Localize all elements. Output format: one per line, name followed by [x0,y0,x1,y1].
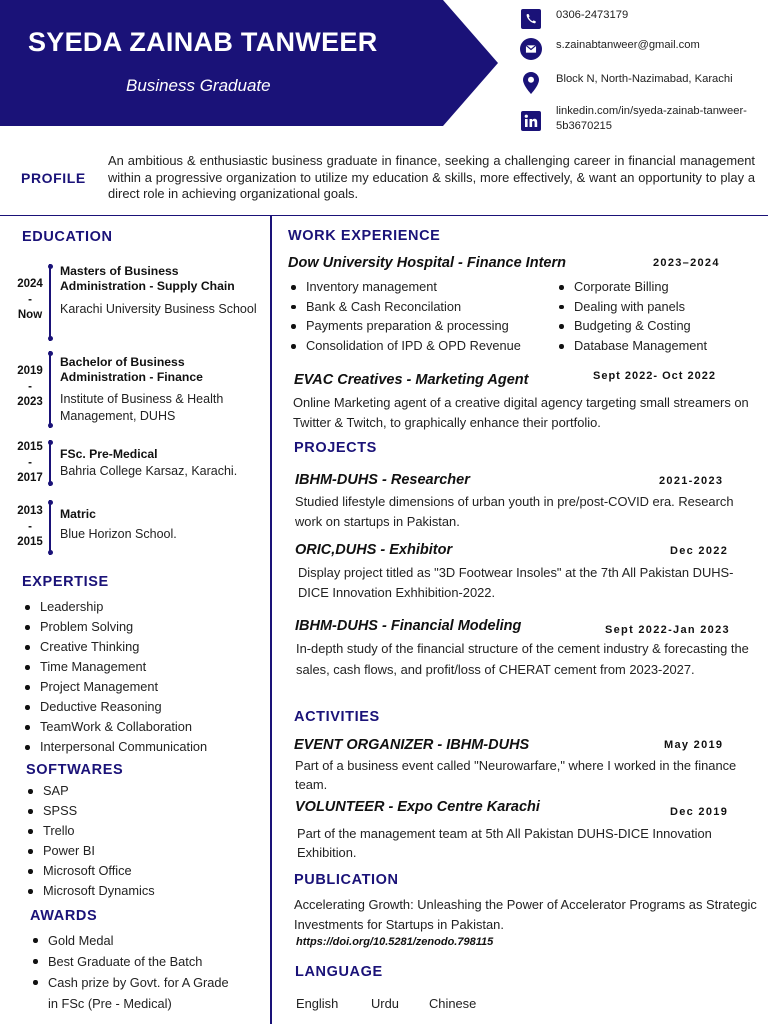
education-year-start: 2019 [17,365,43,377]
project-title: ORIC,DUHS - Exhibitor [295,542,453,558]
project-title: IBHM-DUHS - Financial Modeling [295,618,522,634]
education-degree: Bachelor of Business Administration - Finance [60,355,203,384]
activity-description: Part of the management team at 5th All Pakistan DUHS-DICE Innovation Exhibition. [297,826,712,860]
education-years [13,504,47,551]
education-year-end: 2017 [17,472,43,484]
education-degree: Masters of Business Administration - Supply Chain [60,264,235,293]
education-year-start: 2013 [17,505,43,517]
header-banner [0,0,498,126]
job-duty-item: Bank & Cash Reconcilation [289,297,521,317]
activity-title: EVENT ORGANIZER - IBHM-DUHS [294,737,530,753]
education-years [13,440,47,487]
education-years [13,277,47,324]
activity-date: Dec 2019 [670,806,729,818]
contact-email [520,38,700,60]
education-year-dash: - [28,293,32,306]
education-year-start: 2024 [17,278,43,290]
job-date: Sept 2022- Oct 2022 [593,370,716,382]
education-year-end: Now [17,309,43,321]
project-date: Sept 2022-Jan 2023 [605,624,730,636]
job-duty-item: Dealing with panels [557,297,707,317]
softwares-heading: SOFTWARES [26,762,124,778]
phone-icon [520,8,542,30]
contact-phone [520,8,628,30]
job-duties-left [289,277,521,356]
email-address[interactable]: s.zainabtanweer@gmail.com [556,39,700,51]
project-description: Display project titled as "3D Footwear Insoles" at the 7th All Pakistan DUHS-DICE Innovation Exhhibition-2022. [298,565,734,600]
education-degree: FSc. Pre-Medical [60,447,158,461]
projects-heading: PROJECTS [294,440,377,456]
expertise-item: Time Management [23,657,207,677]
language-heading: LANGUAGE [295,964,383,980]
linkedin-url[interactable]: linkedin.com/in/syeda-zainab-tanweer-5b3670215 [556,105,747,132]
software-item: SAP [26,781,155,801]
expertise-item: TeamWork & Collaboration [23,717,207,737]
work-experience-heading: WORK EXPERIENCE [288,228,441,244]
education-year-dash: - [28,456,32,469]
software-item: SPSS [26,801,155,821]
phone-number: 0306-2473179 [556,9,629,21]
job-date: 2023–2024 [653,257,720,269]
education-institution: Blue Horizon School. [60,527,177,541]
candidate-name: SYEDA ZAINAB TANWEER [28,27,378,57]
contact-address [520,72,733,94]
job-description: Online Marketing agent of a creative digital agency targeting small streamers on Twitter & Twitch, to graphically enhance their portfolio. [293,395,749,430]
education-year-end: 2015 [17,536,43,548]
award-item: Cash prize by Govt. for A Grade [31,972,229,993]
education-institution: Karachi University Business School [60,302,257,316]
project-description: Studied lifestyle dimensions of urban youth in pre/post-COVID era. Research work on startups in Pakistan. [295,494,734,529]
language-item: Urdu [371,996,399,1011]
address-text: Block N, North-Nazimabad, Karachi [556,73,733,85]
software-item: Microsoft Dynamics [26,881,155,901]
expertise-heading: EXPERTISE [22,574,109,590]
job-duties-right [557,277,707,356]
publication-heading: PUBLICATION [294,872,399,888]
publication-title: Accelerating Growth: Unleashing the Power of Accelerator Programs as Strategic Investments for Startups in Pakistan. [294,897,757,932]
education-degree: Matric [60,507,96,521]
location-pin-icon [520,72,542,94]
timeline-line [49,351,51,428]
expertise-list [23,597,207,757]
software-item: Trello [26,821,155,841]
job-duty-item: Payments preparation & processing [289,316,521,336]
profile-heading: PROFILE [21,170,86,186]
expertise-item: Deductive Reasoning [23,697,207,717]
timeline-line [49,500,51,555]
language-item: English [296,996,339,1011]
education-year-dash: - [28,520,32,533]
education-year-dash: - [28,380,32,393]
expertise-item: Problem Solving [23,617,207,637]
job-duty-item: Consolidation of IPD & OPD Revenue [289,336,521,356]
activity-date: May 2019 [664,739,724,751]
education-year-end: 2023 [17,396,43,408]
job-title: Dow University Hospital - Finance Intern [288,255,566,271]
education-institution: Bahria College Karsaz, Karachi. [60,464,238,478]
award-item-continued: in FSc (Pre - Medical) [48,996,172,1011]
job-duty-item: Database Management [557,336,707,356]
publication-doi-link[interactable]: https://doi.org/10.5281/zenodo.798115 [296,936,494,948]
language-item: Chinese [429,996,477,1011]
project-date: Dec 2022 [670,545,729,557]
linkedin-icon[interactable] [520,110,542,132]
software-item: Microsoft Office [26,861,155,881]
project-title: IBHM-DUHS - Researcher [295,472,470,488]
expertise-item: Interpersonal Communication [23,737,207,757]
award-item: Gold Medal [31,930,229,951]
activities-heading: ACTIVITIES [294,709,380,725]
job-duty-item: Corporate Billing [557,277,707,297]
awards-list [31,930,229,1014]
candidate-role: Business Graduate [126,76,271,95]
contact-linkedin [520,104,756,134]
project-description: In-depth study of the financial structure of the cement industry & forecasting the sales, cash flows, and profit/loss of CHERAT cement from 2023-2027. [296,641,749,677]
award-item: Best Graduate of the Batch [31,951,229,972]
software-item: Power BI [26,841,155,861]
job-duty-item: Inventory management [289,277,521,297]
expertise-item: Leadership [23,597,207,617]
job-title: EVAC Creatives - Marketing Agent [294,372,529,388]
section-divider [0,215,768,216]
expertise-item: Project Management [23,677,207,697]
timeline-line [49,440,51,486]
profile-summary: An ambitious & enthusiastic business graduate in finance, seeking a challenging career in financial management within a progressive organization to utilize my education & skills, more effectively, & want an opportunity to play a direct role in achieving organizational goals. [108,153,755,201]
education-years [13,364,47,411]
activity-title: VOLUNTEER - Expo Centre Karachi [295,799,540,815]
education-institution: Institute of Business & Health Management, DUHS [60,392,224,423]
timeline-line [49,264,51,341]
awards-heading: AWARDS [30,908,98,924]
column-divider [270,215,272,1024]
envelope-icon [520,38,542,60]
expertise-item: Creative Thinking [23,637,207,657]
education-year-start: 2015 [17,441,43,453]
activity-description: Part of a business event called "Neurowarfare," where I worked in the finance team. [295,758,737,792]
softwares-list [26,781,155,901]
education-heading: EDUCATION [22,229,113,245]
project-date: 2021-2023 [659,475,724,487]
job-duty-item: Budgeting & Costing [557,316,707,336]
